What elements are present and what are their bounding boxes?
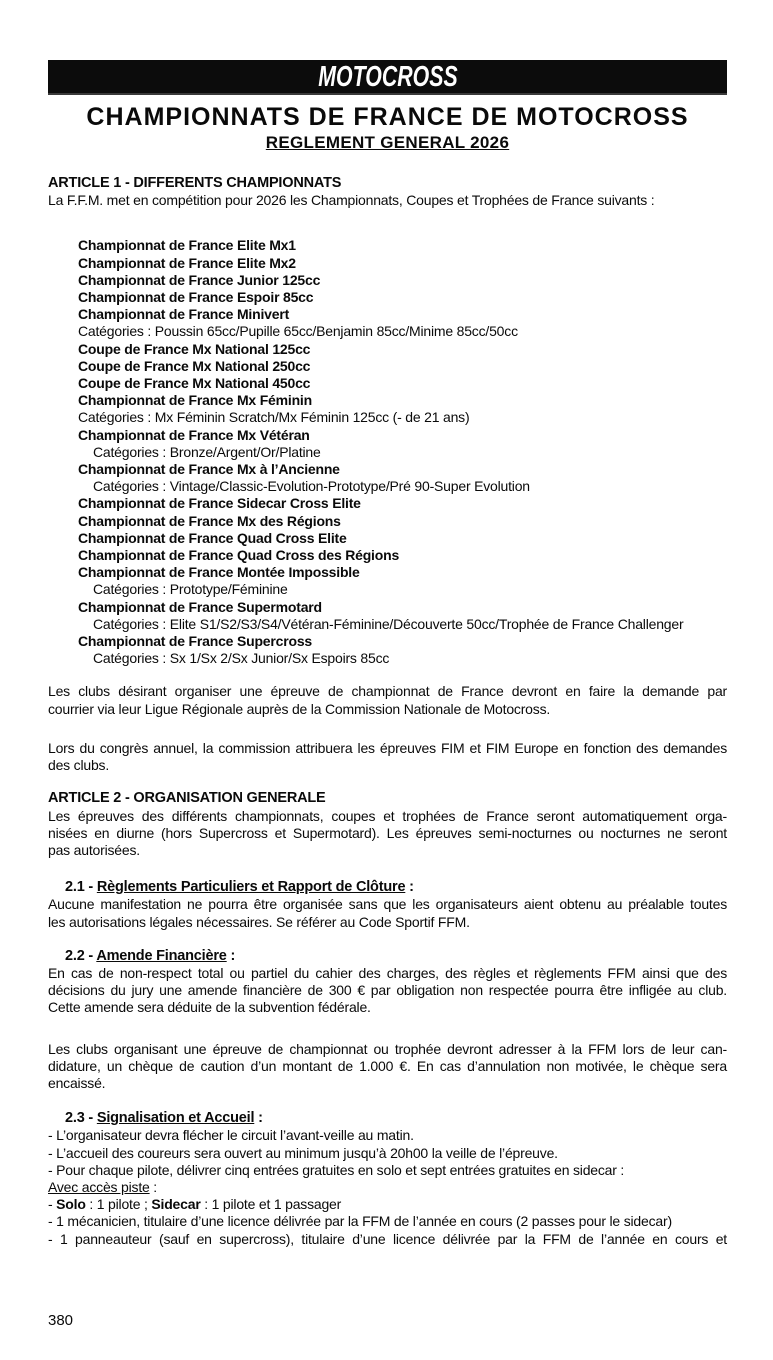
championship-list-item: Coupe de France Mx National 450cc	[78, 375, 311, 392]
article1-paragraphs	[48, 683, 727, 774]
text-line: courrier via leur Ligue Régionale auprès de la Commission Nationale de Motocross.	[48, 700, 551, 717]
section	[48, 948, 727, 1092]
section-title: Règlements Particuliers et Rapport de Clôture	[96, 879, 406, 896]
section-heading	[48, 948, 727, 965]
championship-list-item: Championnat de France Quad Cross Elite	[78, 529, 347, 546]
paragraph	[48, 683, 727, 717]
section-number: 2.2 -	[65, 947, 97, 964]
document-body	[48, 175, 727, 1248]
section-title: Signalisation et Accueil	[96, 1110, 255, 1127]
paragraph	[48, 1127, 727, 1247]
section-colon: :	[254, 1110, 263, 1127]
text-line: - L’accueil des coureurs sera ouvert au minimum jusqu’à 20h00 la veille de l’épreuve.	[48, 1144, 558, 1161]
championship-list-item: Coupe de France Mx National 250cc	[78, 357, 311, 374]
text-line: encaissé.	[48, 1074, 106, 1091]
championship-list-item: Championnat de France Espoir 85cc	[78, 289, 314, 306]
championship-list-item: Catégories : Bronze/Argent/Or/Platine	[93, 443, 321, 460]
text-segment: :	[149, 1178, 157, 1195]
championship-list-item: Catégories : Mx Féminin Scratch/Mx Féminin 125cc (- de 21 ans)	[78, 409, 470, 426]
underlined-term: Avec accès piste	[48, 1178, 150, 1195]
championship-list-item: Championnat de France Supermotard	[78, 598, 322, 615]
championship-list-item: Championnat de France Mx Féminin	[78, 392, 312, 409]
page-subtitle: REGLEMENT GENERAL 2026	[265, 133, 510, 152]
section	[48, 1110, 727, 1248]
paragraph	[48, 896, 727, 930]
championship-list-item: Championnat de France Mx Vétéran	[78, 426, 310, 443]
championship-list-item: Championnat de France Mx à l’Ancienne	[78, 461, 340, 478]
text-line: Les clubs organisant une épreuve de championnat ou trophée devront adresser à la FFM lors de leur can-	[48, 1040, 727, 1057]
document-page	[0, 60, 773, 1360]
text-line: les autorisations légales nécessaires. Se référer au Code Sportif FFM.	[48, 913, 470, 930]
text-line: Lors du congrès annuel, la commission attribuera les épreuves FIM et FIM Europe en fonction des demandes	[48, 739, 727, 756]
championship-list-item: Catégories : Elite S1/S2/S3/S4/Vétéran-Féminine/Découverte 50cc/Trophée de France Challenger	[93, 615, 684, 632]
championship-list-item: Championnat de France Montée Impossible	[78, 564, 360, 581]
section-colon: :	[226, 947, 236, 964]
text-line: Aucune manifestation ne pourra être organisée sans que les organisateurs aient obtenu au préalable toutes	[48, 896, 727, 913]
championship-list-item: Championnat de France Elite Mx2	[78, 254, 296, 271]
section	[48, 879, 727, 931]
championship-list-item: Championnat de France Elite Mx1	[78, 237, 296, 254]
text-line: - L’organisateur devra flécher le circuit l’avant-veille au matin.	[48, 1127, 414, 1144]
section-colon: :	[405, 879, 414, 896]
text-line: décisions du jury une amende financière de 300 € par obligation non respectée pourra être infligée au club.	[48, 982, 727, 999]
text-line: - 1 mécanicien, titulaire d’une licence délivrée par la FFM de l’année en cours (2 passes pour le sidecar)	[48, 1213, 672, 1230]
section-heading	[48, 879, 727, 896]
championship-list-item: Championnat de France Supercross	[78, 633, 312, 650]
championship-list-item: Championnat de France Junior 125cc	[78, 271, 321, 288]
article1-intro: La F.F.M. met en compétition pour 2026 les Championnats, Coupes et Trophées de France suivants :	[48, 192, 655, 209]
text-segment: : 1 pilote et 1 passager	[200, 1196, 342, 1213]
championship-list-item: Catégories : Sx 1/Sx 2/Sx Junior/Sx Espoirs 85cc	[93, 650, 390, 667]
championship-list-item: Catégories : Vintage/Classic-Evolution-Prototype/Pré 90-Super Evolution	[93, 478, 530, 495]
championship-list-item: Championnat de France Mx des Régions	[78, 512, 341, 529]
article2-intro	[48, 808, 727, 860]
text-line: - Pour chaque pilote, délivrer cinq entrées gratuites en solo et sept entrées gratuites en sidecar :	[48, 1161, 625, 1178]
championship-list-item: Catégories : Poussin 65cc/Pupille 65cc/Benjamin 85cc/Minime 85cc/50cc	[78, 323, 518, 340]
section-title: Amende Financière	[96, 947, 227, 964]
section-heading	[48, 1110, 727, 1127]
championship-list-item: Catégories : Prototype/Féminine	[93, 581, 288, 598]
section-number: 2.3 -	[65, 1110, 97, 1127]
text-line: nisées en diurne (hors Supercross et Supermotard). Les épreuves semi-nocturnes ou nocturnes ne seront	[48, 824, 727, 841]
paragraph	[48, 808, 727, 860]
text-line: pas autorisées.	[48, 841, 140, 858]
text-line	[48, 1179, 727, 1196]
paragraph	[48, 1041, 727, 1093]
text-line: Cette amende sera déduite de la subvention fédérale.	[48, 999, 371, 1016]
page-number: 380	[48, 1312, 74, 1329]
text-line: Les épreuves des différents championnats, coupes et trophées de France seront automatiquement orga-	[48, 807, 727, 824]
text-segment: -	[48, 1196, 57, 1213]
paragraph	[48, 965, 727, 1017]
page-title: CHAMPIONNATS DE FRANCE DE MOTOCROSS	[86, 103, 689, 131]
paragraph	[48, 740, 727, 774]
article2-sections	[48, 879, 727, 1248]
text-segment: : 1 pilote ;	[85, 1196, 152, 1213]
championship-list-item: Championnat de France Quad Cross des Régions	[78, 547, 400, 564]
bold-term: Solo	[56, 1196, 86, 1213]
banner-title: MOTOCROSS	[317, 59, 458, 93]
section-number: 2.1 -	[65, 879, 97, 896]
text-line: didature, un chèque de caution d’un montant de 1.000 €. En cas d’annulation non motivée, le chèque sera	[48, 1057, 727, 1074]
text-line: - 1 panneauteur (sauf en supercross), titulaire d’une licence délivrée par la FFM de l’année en cours et	[48, 1230, 727, 1247]
championship-list	[48, 237, 727, 667]
text-line	[48, 1196, 727, 1213]
championship-list-item: Championnat de France Sidecar Cross Elite	[78, 495, 361, 512]
championship-list-item: Championnat de France Minivert	[78, 306, 290, 323]
bold-term: Sidecar	[151, 1196, 201, 1213]
motocross-banner	[48, 60, 727, 95]
article1-heading: ARTICLE 1 - DIFFERENTS CHAMPIONNATS	[48, 175, 342, 191]
text-line: En cas de non-respect total ou partiel du cahier des charges, des règles et règlements FFM ainsi que des	[48, 964, 727, 981]
text-line: des clubs.	[48, 757, 110, 774]
text-line: Les clubs désirant organiser une épreuve de championnat de France devront en faire la demande par	[48, 683, 727, 700]
championship-list-item: Coupe de France Mx National 125cc	[78, 340, 311, 357]
article2-heading: ARTICLE 2 - ORGANISATION GENERALE	[48, 790, 326, 807]
